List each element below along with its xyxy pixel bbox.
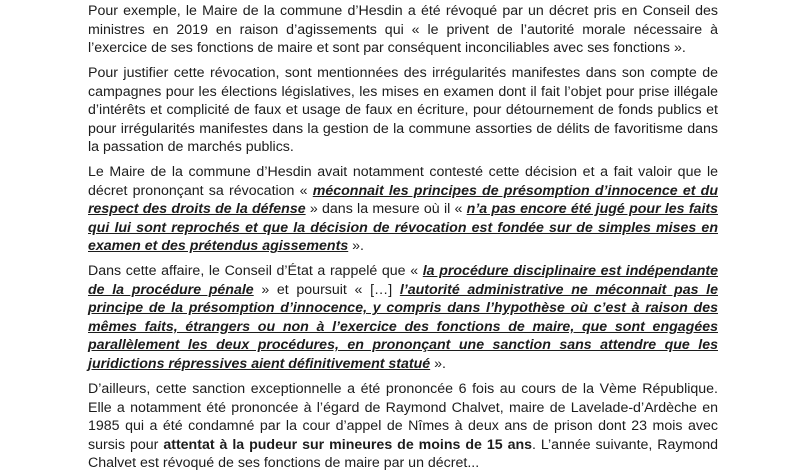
paragraph-mayor-contestation [88, 163, 718, 256]
paragraph-hesdin-example: Pour exemple, le Maire de la commune d’Hesdin a été révoqué par un décret pris en Conseil des ministres en 2019 en raison d’agissements qui « le privent de l’autorité morale nécessaire à l’exercice de ses fonctions de maire et sont par conséquent inconciliables avec ses fonctions ». [88, 3, 718, 57]
emphasized-quote: la procédure disciplinaire est indépendante de la procédure pénale [88, 263, 718, 298]
emphasized-quote: méconnait les principes de présomption d’innocence et du respect des droits de la défense [88, 182, 718, 218]
paragraph-revocation-justification: Pour justifier cette révocation, sont mentionnées des irrégularités manifestes dans son compte de campagnes pour les élections législatives, les mises en examen dont il fait l’objet pour prise illégale d’intérêts et complicité de faux et usage de faux en écriture, pour détournement de fonds publics et pour irrégularités manifestes dans la gestion de la commune assorties de délits de favoritisme dans la passation de marchés publics. [88, 65, 718, 156]
text-segment: ». [348, 238, 364, 255]
paragraph-historical-sanctions [88, 380, 718, 473]
text-segment: Dans cette affaire, le Conseil d’État a rappelé que « [88, 263, 423, 279]
text-segment: » dans la mesure où il « [305, 201, 467, 218]
bold-offense-text: attentat à la pudeur sur mineures de moins de 15 ans [163, 436, 533, 453]
emphasized-quote: l’autorité administrative ne méconnait pas le principe de la présomption d’innocence, y compris dans l’hypothèse où c’est à raison des mêmes faits, étrangers ou non à l’exercice des fonctions de maire, que sont engagées parallèlement les deux procédures, en prononçant une sanction sans attendre que les juridictions répressives aient définitivement statué [88, 281, 718, 372]
emphasized-quote: n’a pas encore été jugé pour les faits qui lui sont reprochés et que la décision de révocation est fondée sur de simples mises en examen et des prétendus agissements [88, 201, 718, 255]
text-segment: ». [430, 355, 446, 372]
paragraph-conseil-etat-ruling [88, 262, 718, 374]
text-segment: D’ailleurs, cette sanction exceptionnelle a été prononcée 6 fois au cours de la Vème République. Elle a notamment été prononcée à l’égard de Raymond Chalvet, maire de Lavelade-d’Ardèche en 1985 qui a été condamné par la cour d’appel de Nîmes à deux ans de prison dont 23 mois avec sursis pour [88, 381, 718, 453]
text-segment: . L’année suivante, Raymond Chalvet est révoqué de ses fonctions de maire par un décret... [88, 436, 719, 472]
text-segment: » et poursuit « […] [253, 281, 400, 298]
text-segment: Le Maire de la commune d’Hesdin avait notamment contesté cette décision et a fait valoir que le décret prononçant sa révocation « [88, 164, 718, 199]
